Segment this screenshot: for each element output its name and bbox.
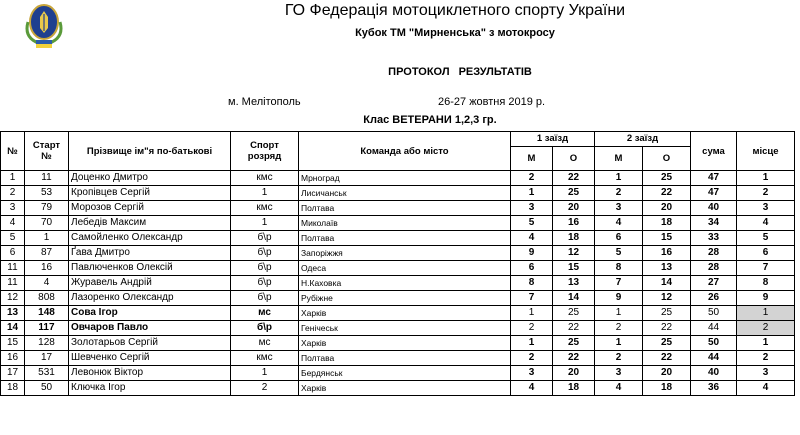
row-sport-rank: 1 (231, 216, 299, 231)
row-place: 1 (737, 171, 795, 186)
row-race1-points: 22 (553, 171, 595, 186)
row-team: Полтава (299, 201, 511, 216)
table-row (1, 201, 795, 216)
row-place: 3 (737, 366, 795, 381)
row-sport-rank: б\р (231, 321, 299, 336)
row-name: Журавель Андрій (69, 276, 231, 291)
row-race1-position: 1 (511, 336, 553, 351)
row-place: 2 (737, 321, 795, 336)
event-city: м. Мелітополь (228, 96, 301, 108)
col-start-header: Старт № (25, 132, 69, 171)
row-place: 4 (737, 216, 795, 231)
row-team: Запоріжжя (299, 246, 511, 261)
row-start-number: 11 (25, 171, 69, 186)
row-num: 4 (1, 216, 25, 231)
row-race2-position: 3 (595, 366, 643, 381)
row-num: 6 (1, 246, 25, 261)
table-row (1, 246, 795, 261)
row-race2-position: 1 (595, 171, 643, 186)
row-race2-points: 20 (643, 201, 691, 216)
row-name: Левонюк Віктор (69, 366, 231, 381)
row-num: 15 (1, 336, 25, 351)
table-row (1, 231, 795, 246)
row-sum: 47 (691, 186, 737, 201)
row-sport-rank: 2 (231, 381, 299, 396)
row-race2-points: 14 (643, 276, 691, 291)
row-race1-points: 25 (553, 336, 595, 351)
federation-title: ГО Федерація мотоциклетного спорту України (284, 2, 626, 19)
row-race1-points: 18 (553, 231, 595, 246)
row-place: 1 (737, 306, 795, 321)
row-team: Рубіжне (299, 291, 511, 306)
row-num: 12 (1, 291, 25, 306)
row-place: 6 (737, 246, 795, 261)
row-race2-points: 20 (643, 366, 691, 381)
row-name: Доценко Дмитро (69, 171, 231, 186)
row-name: Лазоренко Олександр (69, 291, 231, 306)
table-row (1, 291, 795, 306)
row-team: Мрноград (299, 171, 511, 186)
row-start-number: 16 (25, 261, 69, 276)
table-row (1, 321, 795, 336)
row-name: Золотарьов Сергій (69, 336, 231, 351)
row-race1-points: 20 (553, 201, 595, 216)
row-race2-position: 4 (595, 216, 643, 231)
row-team: Лисичанськ (299, 186, 511, 201)
race1-header: 1 заїзд (511, 132, 595, 147)
row-name: Ключка Ігор (69, 381, 231, 396)
row-start-number: 1 (25, 231, 69, 246)
row-race1-points: 20 (553, 366, 595, 381)
row-num: 11 (1, 261, 25, 276)
row-race2-points: 25 (643, 306, 691, 321)
row-sum: 44 (691, 351, 737, 366)
row-num: 11 (1, 276, 25, 291)
row-name: Лебедів Максим (69, 216, 231, 231)
row-start-number: 17 (25, 351, 69, 366)
cup-title: Кубок ТМ "Мирненська" з мотокросу (355, 27, 555, 39)
row-sport-rank: б\р (231, 291, 299, 306)
row-place: 4 (737, 381, 795, 396)
protocol-heading: ПРОТОКОЛ РЕЗУЛЬТАТІВ (388, 66, 532, 78)
row-num: 14 (1, 321, 25, 336)
col-place-header: місце (737, 132, 795, 171)
row-race2-position: 3 (595, 201, 643, 216)
row-start-number: 79 (25, 201, 69, 216)
row-race1-position: 4 (511, 381, 553, 396)
row-start-number: 148 (25, 306, 69, 321)
row-sport-rank: б\р (231, 261, 299, 276)
row-sport-rank: б\р (231, 246, 299, 261)
row-race2-position: 2 (595, 351, 643, 366)
row-race1-position: 2 (511, 321, 553, 336)
row-name: Павлюченков Олексій (69, 261, 231, 276)
col-num-header: № (1, 132, 25, 171)
row-race1-points: 12 (553, 246, 595, 261)
row-race1-position: 8 (511, 276, 553, 291)
table-row (1, 306, 795, 321)
row-race2-position: 9 (595, 291, 643, 306)
row-race2-points: 25 (643, 171, 691, 186)
row-start-number: 53 (25, 186, 69, 201)
row-num: 3 (1, 201, 25, 216)
row-sum: 40 (691, 201, 737, 216)
row-team: Бердянськ (299, 366, 511, 381)
row-race1-position: 1 (511, 186, 553, 201)
row-sum: 50 (691, 336, 737, 351)
row-race1-points: 22 (553, 351, 595, 366)
row-sport-rank: кмс (231, 351, 299, 366)
row-race2-points: 25 (643, 336, 691, 351)
table-row (1, 366, 795, 381)
row-place: 3 (737, 201, 795, 216)
row-sum: 44 (691, 321, 737, 336)
row-sum: 40 (691, 366, 737, 381)
row-name: Сова Ігор (69, 306, 231, 321)
row-name: Овчаров Павло (69, 321, 231, 336)
row-team: Одеса (299, 261, 511, 276)
row-race2-position: 8 (595, 261, 643, 276)
row-num: 1 (1, 171, 25, 186)
row-race2-points: 12 (643, 291, 691, 306)
race2-header: 2 заїзд (595, 132, 691, 147)
row-place: 8 (737, 276, 795, 291)
row-sum: 33 (691, 231, 737, 246)
row-sum: 28 (691, 246, 737, 261)
row-num: 17 (1, 366, 25, 381)
row-team: Н.Каховка (299, 276, 511, 291)
row-race2-points: 22 (643, 321, 691, 336)
row-place: 1 (737, 336, 795, 351)
table-row (1, 171, 795, 186)
race2-o-header: О (643, 147, 691, 171)
row-place: 7 (737, 261, 795, 276)
row-sport-rank: 1 (231, 366, 299, 381)
row-start-number: 70 (25, 216, 69, 231)
row-race2-position: 1 (595, 336, 643, 351)
row-team: Полтава (299, 351, 511, 366)
event-date: 26-27 жовтня 2019 р. (438, 96, 546, 108)
row-race2-position: 2 (595, 186, 643, 201)
row-start-number: 531 (25, 366, 69, 381)
row-start-number: 128 (25, 336, 69, 351)
row-team: Полтава (299, 231, 511, 246)
row-sport-rank: кмс (231, 201, 299, 216)
row-race2-points: 22 (643, 186, 691, 201)
row-start-number: 117 (25, 321, 69, 336)
row-team: Харків (299, 381, 511, 396)
row-sport-rank: б\р (231, 276, 299, 291)
row-sport-rank: кмс (231, 171, 299, 186)
row-place: 9 (737, 291, 795, 306)
row-race1-position: 2 (511, 351, 553, 366)
row-place: 2 (737, 186, 795, 201)
row-race1-points: 14 (553, 291, 595, 306)
row-sport-rank: б\р (231, 231, 299, 246)
row-race2-points: 22 (643, 351, 691, 366)
row-place: 5 (737, 231, 795, 246)
row-place: 2 (737, 351, 795, 366)
row-race2-position: 5 (595, 246, 643, 261)
race2-m-header: М (595, 147, 643, 171)
row-num: 13 (1, 306, 25, 321)
row-sport-rank: мс (231, 306, 299, 321)
row-race2-position: 1 (595, 306, 643, 321)
row-race2-position: 4 (595, 381, 643, 396)
row-race2-points: 16 (643, 246, 691, 261)
row-num: 18 (1, 381, 25, 396)
table-row (1, 216, 795, 231)
row-num: 16 (1, 351, 25, 366)
row-race2-position: 7 (595, 276, 643, 291)
row-race1-position: 2 (511, 171, 553, 186)
table-row (1, 186, 795, 201)
row-race1-position: 4 (511, 231, 553, 246)
row-race2-position: 2 (595, 321, 643, 336)
col-name-header: Прізвище ім"я по-батькові (69, 132, 231, 171)
table-row (1, 336, 795, 351)
race1-m-header: М (511, 147, 553, 171)
col-team-header: Команда або місто (299, 132, 511, 171)
row-start-number: 808 (25, 291, 69, 306)
row-team: Харків (299, 336, 511, 351)
row-race1-position: 3 (511, 201, 553, 216)
row-team: Миколаїв (299, 216, 511, 231)
col-rank-header: Спорт розряд (231, 132, 299, 171)
row-team: Харків (299, 306, 511, 321)
row-sport-rank: 1 (231, 186, 299, 201)
row-race1-points: 25 (553, 306, 595, 321)
class-heading: Клас ВЕТЕРАНИ 1,2,3 гр. (363, 114, 497, 126)
row-start-number: 4 (25, 276, 69, 291)
row-race2-points: 18 (643, 381, 691, 396)
row-sum: 26 (691, 291, 737, 306)
row-race1-points: 15 (553, 261, 595, 276)
row-num: 5 (1, 231, 25, 246)
race1-o-header: О (553, 147, 595, 171)
row-race1-points: 25 (553, 186, 595, 201)
row-start-number: 87 (25, 246, 69, 261)
row-race1-points: 22 (553, 321, 595, 336)
row-race1-position: 1 (511, 306, 553, 321)
row-sport-rank: мс (231, 336, 299, 351)
row-race1-position: 9 (511, 246, 553, 261)
results-table (0, 131, 795, 396)
row-race1-position: 3 (511, 366, 553, 381)
row-sum: 36 (691, 381, 737, 396)
row-num: 2 (1, 186, 25, 201)
table-row (1, 261, 795, 276)
row-name: Ґава Дмитро (69, 246, 231, 261)
row-name: Шевченко Сергій (69, 351, 231, 366)
row-race1-points: 18 (553, 381, 595, 396)
row-race2-position: 6 (595, 231, 643, 246)
row-name: Морозов Сергій (69, 201, 231, 216)
table-row (1, 351, 795, 366)
row-race1-position: 7 (511, 291, 553, 306)
col-sum-header: сума (691, 132, 737, 171)
row-sum: 34 (691, 216, 737, 231)
row-race1-position: 5 (511, 216, 553, 231)
row-race2-points: 13 (643, 261, 691, 276)
row-sum: 50 (691, 306, 737, 321)
table-row (1, 276, 795, 291)
row-race1-points: 16 (553, 216, 595, 231)
row-race2-points: 15 (643, 231, 691, 246)
row-sum: 47 (691, 171, 737, 186)
row-sum: 27 (691, 276, 737, 291)
row-race1-position: 6 (511, 261, 553, 276)
table-row (1, 381, 795, 396)
row-start-number: 50 (25, 381, 69, 396)
row-race1-points: 13 (553, 276, 595, 291)
row-sum: 28 (691, 261, 737, 276)
row-name: Кропівцев Сергій (69, 186, 231, 201)
row-name: Самойленко Олександр (69, 231, 231, 246)
row-team: Генічеськ (299, 321, 511, 336)
row-race2-points: 18 (643, 216, 691, 231)
